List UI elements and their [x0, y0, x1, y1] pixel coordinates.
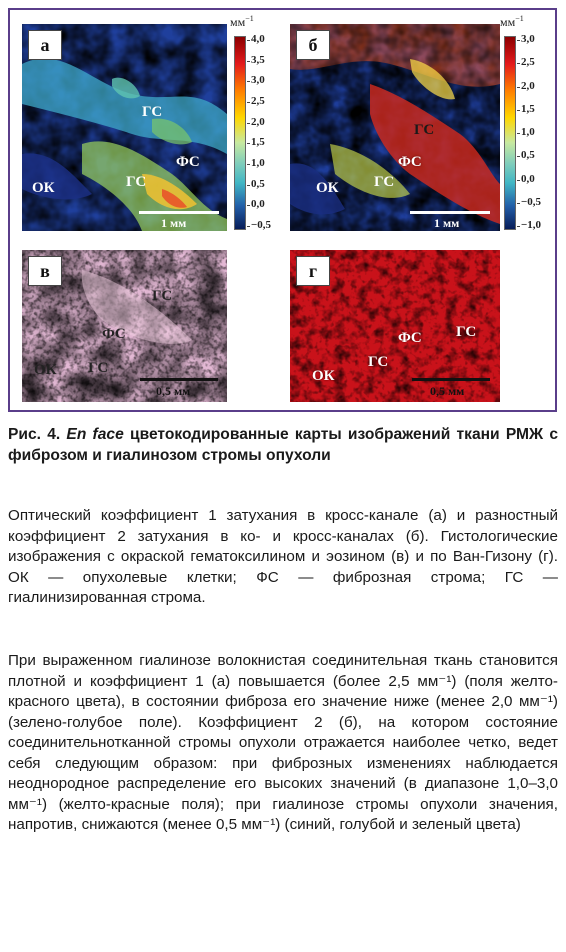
colorbar-tick-label: 0,5: [521, 149, 535, 162]
region-label-fs: ФС: [102, 326, 126, 342]
scale-bar: [412, 378, 490, 381]
colorbar-b: [504, 36, 516, 230]
region-label-ok: ОК: [312, 368, 335, 384]
colorbar-tick-label: 2,5: [521, 56, 535, 69]
colorbar-tick-mark: [247, 185, 250, 186]
colorbar-tick-mark: [517, 63, 520, 64]
colorbar-b-unit: [500, 14, 524, 30]
figure-caption-title: [8, 425, 558, 466]
panel-letter-v: в: [28, 256, 62, 286]
colorbar-tick-label: −0,5: [521, 195, 542, 208]
region-label-fs: ФС: [176, 154, 200, 170]
scale-bar-label: 0,5 мм: [430, 384, 465, 398]
colorbar-tick-mark: [247, 81, 250, 82]
colorbar-tick-label: 2,0: [251, 115, 265, 128]
colorbar-tick-mark: [517, 40, 520, 41]
colorbar-tick-mark: [247, 61, 250, 62]
caption-title-em: En face: [66, 426, 124, 443]
region-label-fs: ФС: [398, 154, 422, 170]
panel-letter-a: а: [28, 30, 62, 60]
colorbar-a-unit-text: мм: [230, 15, 246, 29]
region-label-hs-left: ГС: [368, 354, 389, 370]
panel-letter-b: б: [296, 30, 330, 60]
scale-bar: [410, 211, 490, 214]
colorbar-tick-mark: [517, 156, 520, 157]
scale-bar-label: 1 мм: [161, 216, 187, 230]
colorbar-tick-label: 2,5: [251, 95, 265, 107]
colorbar-tick-mark: [517, 226, 520, 227]
scale-bar-label: 0,5 мм: [156, 384, 191, 398]
colorbar-tick-mark: [517, 87, 520, 88]
colorbar-tick-mark: [247, 205, 250, 206]
scale-bar: [139, 211, 219, 214]
colorbar-tick-label: 0,0: [521, 172, 535, 185]
caption-title-prefix: Рис. 4.: [8, 426, 67, 443]
region-label-hs-top: ГС: [142, 104, 163, 120]
colorbar-tick-mark: [247, 226, 250, 227]
colorbar-tick-mark: [517, 110, 520, 111]
panel-g-histology-van-gieson: [290, 250, 500, 402]
colorbar-tick-label: −1,0: [521, 219, 542, 231]
colorbar-a-unit: [230, 14, 254, 30]
colorbar-tick-mark: [247, 102, 250, 103]
colorbar-tick-label: 1,5: [521, 102, 535, 115]
colorbar-tick-label: −0,5: [251, 219, 272, 231]
colorbar-tick-mark: [517, 203, 520, 204]
panel-a-attenuation-map: [22, 24, 227, 231]
colorbar-tick-label: 1,5: [251, 136, 265, 149]
colorbar-tick-label: 1,0: [521, 126, 535, 138]
panel-letter-g: г: [296, 256, 330, 286]
colorbar-a: [234, 36, 246, 230]
colorbar-tick-mark: [247, 143, 250, 144]
scale-bar-label: 1 мм: [434, 216, 460, 230]
colorbar-tick-mark: [517, 180, 520, 181]
colorbar-tick-mark: [247, 123, 250, 124]
colorbar-tick-mark: [247, 164, 250, 165]
caption-title-rest: цветокодированные карты изображений ткани РМЖ с фиброзом и гиалинозом стромы опухоли: [8, 426, 558, 464]
figure-caption-description: Оптический коэффициент 1 затухания в кросс-канале (а) и разностный коэффициент 2 затухания в ко- и кросс-каналах (б). Гистологические изображения с окраской гематоксилином и эозином (в) и по Ван-Гизону (г). ОК — опухолевые клетки; ФС — фиброзная строма; ГС — гиалинизированная строма.: [8, 507, 558, 606]
scale-bar: [140, 378, 218, 381]
colorbar-tick-mark: [517, 133, 520, 134]
region-label-ok: ОК: [32, 180, 55, 196]
region-label-ok: ОК: [316, 180, 339, 196]
figure-caption-interpretation: При выраженном гиалинозе волокнистая соединительная ткань становится плотной и коэффициент 1 (а) повышается (более 2,5 мм⁻¹) (поля желто-красного цвета), в состоянии фиброза его значение ниже (менее 2,0 мм⁻¹) (зелено-голубое поле). Коэффициент 2 (б), на котором состояние соединительнотканной стромы опухоли отражается наиболее четко, ведет себя следующим образом: при фиброзных изменениях наблюдается неоднородное распределение его высоких значений (в диапазоне 1,0–3,0 мм⁻¹) (желто-красные поля); при гиалинозе стромы опухоли значения, напротив, снижаются (менее 0,5 мм⁻¹) (синий, голубой и зеленый цвета): [8, 652, 558, 833]
region-label-hs-right: ГС: [456, 324, 477, 340]
region-label-hs-bottom: ГС: [88, 360, 109, 376]
colorbar-a-unit-exp: −1: [245, 14, 254, 23]
colorbar-tick-label: 0,5: [251, 177, 265, 190]
colorbar-tick-label: 3,0: [251, 74, 265, 87]
colorbar-b-unit-text: мм: [500, 15, 516, 29]
region-label-hs-top: ГС: [414, 122, 435, 138]
colorbar-tick-label: 1,0: [251, 157, 265, 169]
region-label-hs-bottom: ГС: [374, 174, 395, 190]
colorbar-b-unit-exp: −1: [515, 14, 524, 23]
colorbar-tick-label: 0,0: [251, 198, 265, 211]
region-label-hs-top: ГС: [152, 288, 173, 304]
region-label-ok: ОК: [34, 362, 57, 378]
panel-v-histology-he: [22, 250, 227, 402]
colorbar-tick-label: 3,0: [521, 33, 535, 45]
colorbar-tick-label: 4,0: [251, 33, 265, 45]
colorbar-tick-label: 3,5: [251, 53, 265, 66]
figure-frame: [8, 8, 557, 412]
colorbar-tick-mark: [247, 40, 250, 41]
colorbar-tick-label: 2,0: [521, 79, 535, 92]
panel-b-attenuation-map: [290, 24, 500, 231]
region-label-fs: ФС: [398, 330, 422, 346]
region-label-hs-bottom: ГС: [126, 174, 147, 190]
